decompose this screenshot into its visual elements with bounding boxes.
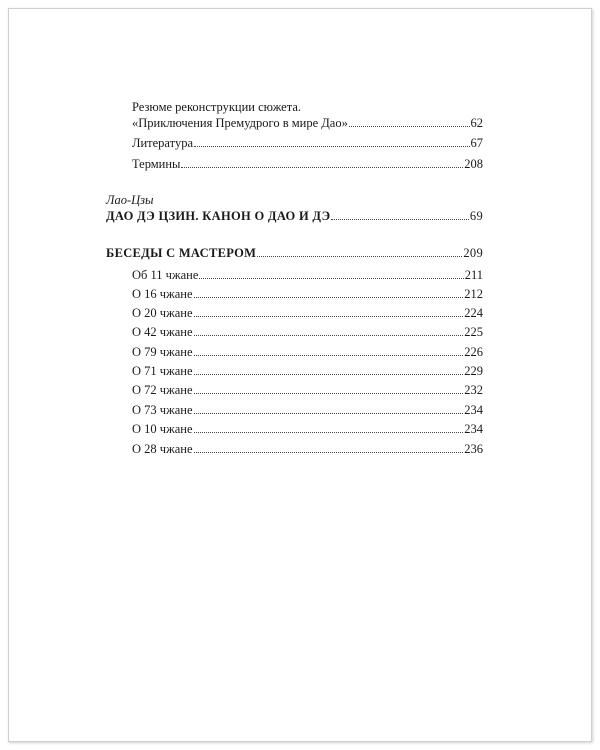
entry-title: О 10 чжане: [132, 422, 193, 436]
dot-leader: [194, 355, 464, 356]
dot-leader: [194, 297, 464, 298]
entry-page: 234: [464, 422, 483, 436]
entry-title: О 16 чжане: [132, 287, 193, 301]
dot-leader: [194, 393, 464, 394]
dot-leader: [194, 146, 470, 147]
toc-entry[interactable]: [132, 286, 483, 302]
entry-title: О 28 чжане: [132, 442, 193, 456]
entry-page: 211: [464, 268, 483, 282]
toc-entry[interactable]: [132, 135, 483, 151]
toc-entry[interactable]: [132, 156, 483, 172]
dot-leader: [194, 374, 464, 375]
entry-page: 229: [464, 364, 483, 378]
author-name: Лао-Цзы: [106, 193, 154, 207]
entry-title: О 72 чжане: [132, 383, 193, 397]
entry-title: О 42 чжане: [132, 325, 193, 339]
dot-leader: [194, 452, 464, 453]
entry-page: 232: [464, 383, 483, 397]
entry-title: БЕСЕДЫ С МАСТЕРОМ: [106, 246, 257, 260]
entry-page: 67: [470, 136, 483, 150]
dot-leader: [331, 219, 468, 220]
toc-entry[interactable]: [132, 115, 483, 131]
entry-title: Об 11 чжане: [132, 268, 199, 282]
entry-page: 62: [470, 116, 483, 130]
entry-title: О 71 чжане: [132, 364, 193, 378]
toc-main-entry[interactable]: [106, 208, 483, 224]
entry-page: 209: [463, 246, 483, 260]
entry-page: 212: [464, 287, 483, 301]
toc-entry[interactable]: [132, 324, 483, 340]
toc-entry[interactable]: [132, 363, 483, 379]
dot-leader: [194, 413, 464, 414]
entry-page: 236: [464, 442, 483, 456]
entry-page: 69: [469, 209, 483, 223]
dot-leader: [194, 316, 464, 317]
toc-entry[interactable]: [132, 305, 483, 321]
entry-title: О 73 чжане: [132, 403, 193, 417]
entry-page: 226: [464, 345, 483, 359]
toc-entry[interactable]: [132, 344, 483, 360]
entry-title: О 79 чжане: [132, 345, 193, 359]
entry-title: О 20 чжане: [132, 306, 193, 320]
resume-heading: Резюме реконструкции сюжета.: [132, 100, 302, 114]
dot-leader: [194, 432, 464, 433]
toc-entry[interactable]: [132, 382, 483, 398]
entry-page: 234: [464, 403, 483, 417]
dot-leader: [349, 126, 470, 127]
toc-section-heading[interactable]: [106, 245, 483, 261]
toc-entry[interactable]: [132, 402, 483, 418]
entry-title: Литература: [132, 136, 193, 150]
dot-leader: [181, 167, 463, 168]
entry-page: 224: [464, 306, 483, 320]
dot-leader: [257, 256, 462, 257]
entry-page: 208: [464, 157, 483, 171]
dot-leader: [194, 335, 464, 336]
entry-title: ДАО ДЭ ЦЗИН. КАНОН О ДАО И ДЭ: [106, 209, 331, 223]
toc-entry[interactable]: [132, 441, 483, 457]
toc-entry[interactable]: [132, 421, 483, 437]
entry-page: 225: [464, 325, 483, 339]
toc-entry[interactable]: [132, 267, 483, 283]
entry-title: Термины: [132, 157, 181, 171]
entry-title: «Приключения Премудрого в мире Дао»: [132, 116, 348, 130]
dot-leader: [199, 278, 463, 279]
